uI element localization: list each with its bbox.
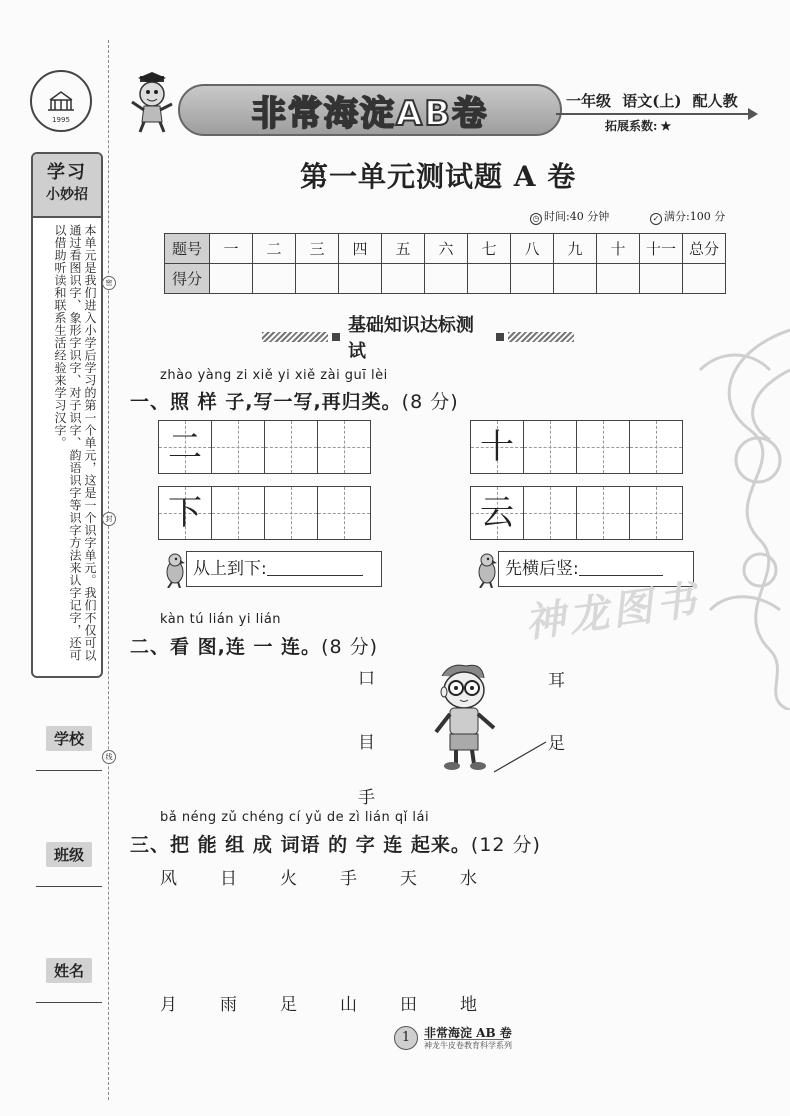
parrot-icon xyxy=(472,552,500,588)
expansion-coefficient xyxy=(605,117,671,134)
class-label: 班级 xyxy=(46,842,92,867)
banner-text: 非常海淀AB卷 xyxy=(251,93,489,134)
row-header: 题号 xyxy=(165,234,210,264)
check-icon: ✓ xyxy=(650,213,662,225)
footer-series: 神龙牛皮卷教育科学系列 xyxy=(424,1041,512,1050)
class-field[interactable] xyxy=(36,842,102,867)
word-char[interactable]: 足 xyxy=(280,995,297,1015)
tips-body: 本单元是我们进入小学后学习的第一个单元，这是一个识字单元。我们不仅可以通过看图识字、象形字识字、对子识字、韵语识字等识字方法来认字记字，还可以借助听读和联系生活经验来学习汉字。 xyxy=(53,224,97,662)
hint-box-top-to-bottom xyxy=(186,551,382,587)
name-label: 姓名 xyxy=(46,958,92,983)
full-score-info xyxy=(650,208,725,225)
school-blank[interactable] xyxy=(36,770,102,771)
tips-heading-1: 学习 xyxy=(47,162,87,183)
tips-heading-2: 小妙招 xyxy=(46,187,88,203)
model-character: 二 xyxy=(168,427,202,467)
score-cell[interactable] xyxy=(597,264,640,294)
score-table xyxy=(164,233,726,294)
score-cell[interactable] xyxy=(468,264,511,294)
match-char-left[interactable]: 手 xyxy=(358,788,375,808)
cut-line xyxy=(108,40,109,1100)
clock-icon: ◷ xyxy=(530,213,542,225)
question-number: 十一 xyxy=(640,234,683,264)
writing-cell[interactable] xyxy=(524,421,577,473)
section-title xyxy=(262,315,574,362)
score-cell[interactable] xyxy=(210,264,253,294)
q3-points: (12 分) xyxy=(470,834,541,856)
cut-mark-icon: 密 xyxy=(102,276,116,290)
time-text: 时间:40 分钟 xyxy=(544,210,610,223)
answer-blank[interactable] xyxy=(579,555,663,576)
question-number: 二 xyxy=(253,234,296,264)
left-margin-column xyxy=(0,0,118,1116)
seal-year: 1995 xyxy=(52,116,70,124)
decor-square-icon xyxy=(496,333,504,341)
writing-cell[interactable] xyxy=(318,487,370,539)
word-char[interactable]: 山 xyxy=(340,995,357,1015)
word-char[interactable]: 田 xyxy=(400,995,417,1015)
school-label: 学校 xyxy=(46,726,92,751)
coef-label: 拓展系数: xyxy=(605,119,658,133)
score-row xyxy=(165,264,726,294)
mascot-icon xyxy=(128,72,178,134)
hint-label: 从上到下: xyxy=(193,559,267,579)
series-banner xyxy=(178,84,562,136)
star-icon: ★ xyxy=(660,119,672,133)
q3-title xyxy=(130,830,541,857)
footer-book-title: 非常海淀 AB 卷 xyxy=(424,1026,512,1040)
writing-cell[interactable] xyxy=(265,421,318,473)
decor-bars-icon xyxy=(508,332,574,342)
grade-info: 一年级 语文(上) 配人教 xyxy=(566,92,738,110)
building-icon xyxy=(46,90,76,112)
word-char[interactable]: 地 xyxy=(460,995,477,1015)
writing-cell[interactable] xyxy=(524,487,577,539)
q2-pinyin: kàn tú lián yi lián xyxy=(160,612,282,627)
word-char[interactable]: 日 xyxy=(220,869,237,889)
writing-grid[interactable] xyxy=(158,420,371,474)
publisher-seal xyxy=(30,70,92,132)
name-blank[interactable] xyxy=(36,1002,102,1003)
section-title-text: 基础知识达标测试 xyxy=(347,315,474,362)
word-char[interactable]: 水 xyxy=(460,869,477,889)
parrot-icon xyxy=(160,552,188,588)
model-character: 云 xyxy=(480,493,514,533)
score-cell[interactable] xyxy=(296,264,339,294)
page-title: 第一单元测试题 A 卷 xyxy=(300,160,577,193)
full-score-text: 满分:100 分 xyxy=(664,210,726,223)
match-char-left[interactable]: 口 xyxy=(358,669,375,689)
question-number: 四 xyxy=(339,234,382,264)
word-char[interactable]: 天 xyxy=(400,869,417,889)
writing-cell[interactable] xyxy=(577,487,630,539)
answer-blank[interactable] xyxy=(267,555,363,576)
word-char[interactable]: 雨 xyxy=(220,995,237,1015)
score-cell[interactable] xyxy=(382,264,425,294)
grade-underline xyxy=(556,113,756,115)
word-char[interactable]: 火 xyxy=(280,869,297,889)
writing-grid[interactable] xyxy=(158,486,371,540)
writing-cell[interactable] xyxy=(265,487,318,539)
row-header: 得分 xyxy=(165,264,210,294)
writing-cell[interactable] xyxy=(630,421,682,473)
score-cell[interactable] xyxy=(554,264,597,294)
arrow-icon xyxy=(748,108,758,120)
cut-mark-icon: 线 xyxy=(102,750,116,764)
study-tips-box xyxy=(31,152,103,678)
model-character: 下 xyxy=(168,493,202,533)
writing-cell[interactable] xyxy=(318,421,370,473)
score-cell[interactable] xyxy=(640,264,683,294)
word-char[interactable]: 手 xyxy=(340,869,357,889)
score-cell[interactable] xyxy=(511,264,554,294)
word-char[interactable]: 月 xyxy=(160,995,177,1015)
question-number: 一 xyxy=(210,234,253,264)
school-field[interactable] xyxy=(36,726,102,751)
word-char[interactable]: 风 xyxy=(160,869,177,889)
question-number: 八 xyxy=(511,234,554,264)
class-blank[interactable] xyxy=(36,886,102,887)
q2-title xyxy=(130,632,378,659)
watermark: 神龙图书 xyxy=(522,576,703,647)
question-number-row xyxy=(165,234,726,264)
writing-cell[interactable] xyxy=(212,421,265,473)
writing-cell[interactable] xyxy=(212,487,265,539)
writing-cell[interactable] xyxy=(630,487,682,539)
question-number: 五 xyxy=(382,234,425,264)
match-char-right[interactable]: 足 xyxy=(548,734,565,754)
writing-grid[interactable] xyxy=(470,420,683,474)
q2-text: 二、看 图,连 一 连。 xyxy=(130,636,322,658)
q3-text: 三、把 能 组 成 词语 的 字 连 起来。 xyxy=(130,834,471,856)
q1-points: (8 分) xyxy=(401,391,459,413)
decor-square-icon xyxy=(332,333,340,341)
q1-title xyxy=(130,387,459,414)
q3-pinyin: bǎ néng zǔ chéng cí yǔ de zì lián qǐ lái xyxy=(160,810,430,825)
q2-points: (8 分) xyxy=(321,636,379,658)
writing-grid[interactable] xyxy=(470,486,683,540)
match-char-right[interactable]: 耳 xyxy=(548,671,565,691)
question-number: 七 xyxy=(468,234,511,264)
q1-pinyin: zhào yàng zi xiě yi xiě zài guī lèi xyxy=(160,368,388,383)
q1-text: 一、照 样 子,写一写,再归类。 xyxy=(130,391,402,413)
hint-label: 先横后竖: xyxy=(505,559,579,579)
cut-mark-icon: 封 xyxy=(102,512,116,526)
writing-cell[interactable] xyxy=(577,421,630,473)
page-number: 1 xyxy=(394,1026,418,1050)
score-cell[interactable] xyxy=(253,264,296,294)
score-cell[interactable] xyxy=(425,264,468,294)
question-number: 三 xyxy=(296,234,339,264)
question-number: 九 xyxy=(554,234,597,264)
decor-bars-icon xyxy=(262,332,328,342)
question-number: 十 xyxy=(597,234,640,264)
score-cell[interactable] xyxy=(683,264,726,294)
model-character: 十 xyxy=(480,427,514,467)
match-char-left[interactable]: 目 xyxy=(358,733,375,753)
question-number: 六 xyxy=(425,234,468,264)
name-field[interactable] xyxy=(36,958,102,983)
sample-connect-line xyxy=(490,738,550,778)
score-cell[interactable] xyxy=(339,264,382,294)
question-number: 总分 xyxy=(683,234,726,264)
time-info xyxy=(530,208,609,225)
